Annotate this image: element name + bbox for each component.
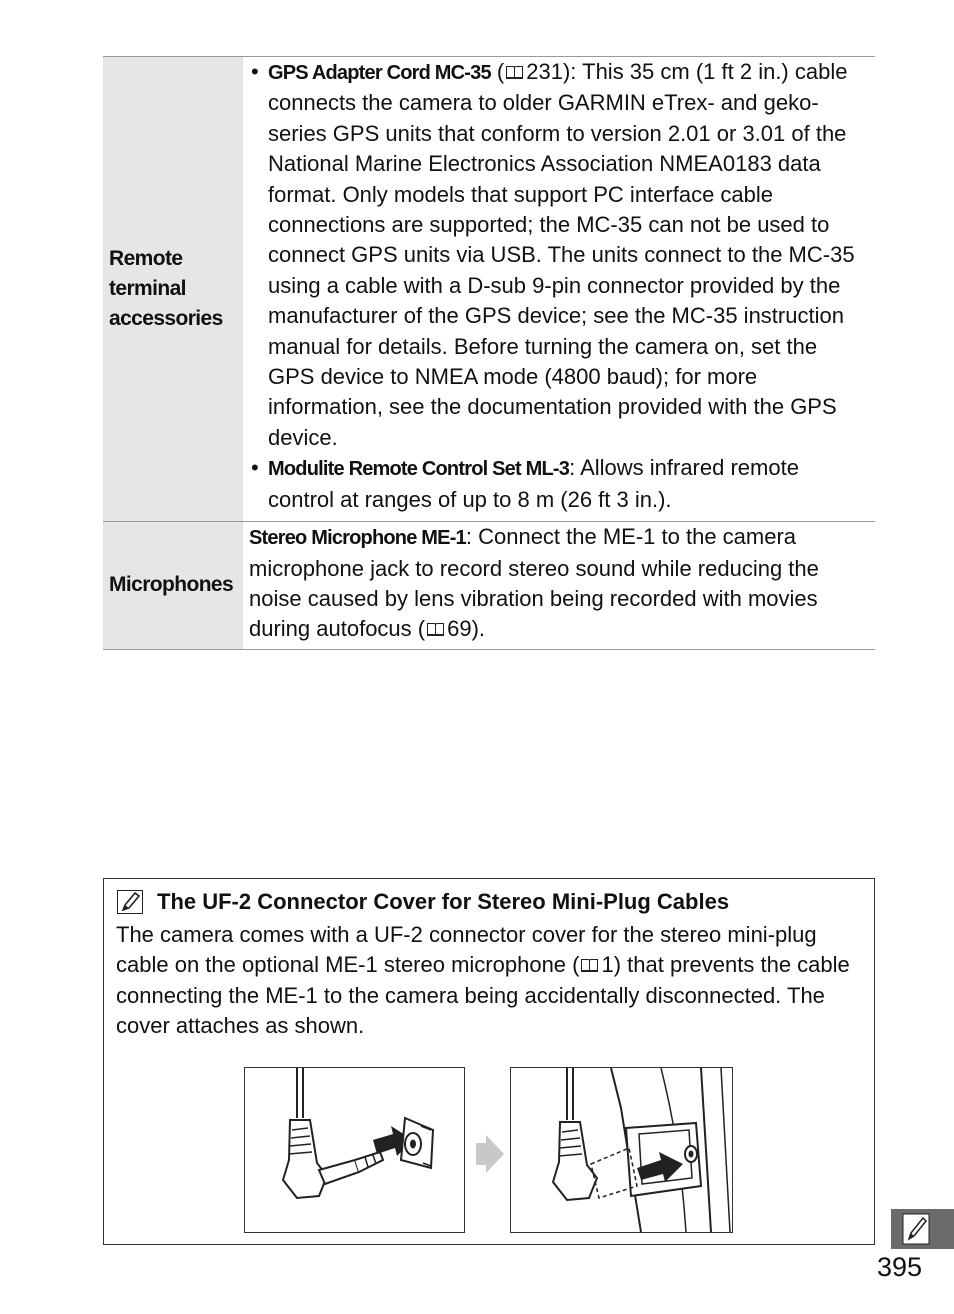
list-item-gps-adapter: • GPS Adapter Cord MC-35 ( 231): This 35 cm (1 ft 2 in.) cable connects the camera to older GARMIN eTrex- and geko-series GPS units that conform to version 2.01 or 3.01 of the National Marine Electronics Association NMEA0183 data format. Only models that support PC interface cable connections are supported; the MC-35 can not be used to connect GPS units via USB. The units connect to the MC-35 using a cable with a D-sub 9-pin connector provided by the manufacturer of the GPS device; see the MC-35 instruction manual for details. Before turning the camera on, set the GPS device to NMEA mode (4800 baud); for more information, see the documentation provided with the GPS device. (251, 59, 855, 450)
page-ref-link[interactable]: 69 (447, 616, 472, 642)
book-reference-icon (427, 623, 444, 635)
bullet-dot: • (251, 59, 259, 84)
page-ref-link[interactable]: 1 (601, 952, 614, 978)
bullet-dot: • (251, 455, 259, 481)
bullet-list (249, 57, 869, 515)
technical-notes-tab-icon (891, 1209, 954, 1249)
note-title: The UF-2 Connector Cover for Stereo Mini-Plug Cables (117, 887, 729, 917)
page-ref-link[interactable]: 231 (526, 59, 563, 84)
table-row-remote-terminal (103, 57, 875, 522)
row-label-remote-terminal: Remote terminal accessories (103, 57, 243, 522)
list-item-modulite-remote: • Modulite Remote Control Set ML-3: Allows infrared remote control at ranges of up to 8 m (26 ft 3 in.). (251, 455, 799, 512)
note-box (103, 878, 875, 1245)
page-number: 395 (877, 1252, 923, 1282)
term-gps-adapter: GPS Adapter Cord MC-35 (268, 62, 491, 84)
accessories-table (103, 56, 875, 650)
book-reference-icon (581, 959, 598, 971)
pencil-note-icon (117, 890, 143, 914)
illustration-cover-attached (510, 1067, 733, 1233)
row-desc-remote-terminal (243, 57, 875, 522)
note-body: The camera comes with a UF-2 connector cover for the stereo mini-plug cable on the optional ME-1 stereo microphone ( 1) that prevents the cable connecting the ME-1 to the camera being accidentally disconnected. The cover attaches as shown. (116, 922, 850, 1039)
row-desc-microphones: Stereo Microphone ME-1: Connect the ME-1 to the camera microphone jack to record stereo sound while reducing the noise caused by lens vibration being recorded with movies during autofocus ( 69). (243, 522, 875, 650)
table-row-microphones (103, 522, 875, 650)
term-modulite-remote: Modulite Remote Control Set ML-3 (268, 458, 570, 481)
term-stereo-microphone: Stereo Microphone ME-1 (249, 527, 466, 550)
right-arrow-icon (476, 1135, 504, 1178)
illustration-plug-and-cover (244, 1067, 465, 1233)
row-label-microphones: Microphones (103, 522, 243, 650)
book-reference-icon (506, 66, 523, 78)
